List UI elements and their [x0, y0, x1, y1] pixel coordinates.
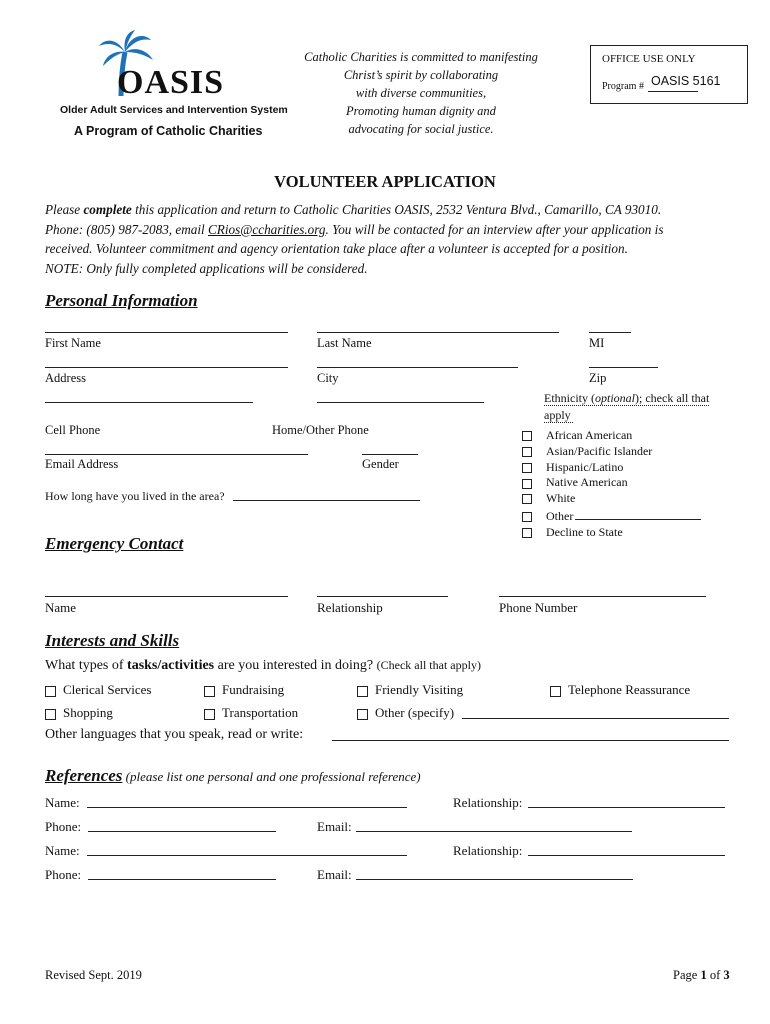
office-use-box [590, 45, 748, 104]
ethnicity-option[interactable]: Native American [522, 475, 701, 491]
ethnicity-options [522, 428, 701, 541]
cell-phone-label: Cell Phone [45, 423, 101, 437]
home-phone-label: Home/Other Phone [272, 423, 369, 437]
intro-line-4: NOTE: Only fully completed applications will be considered. [45, 260, 368, 276]
interest-option[interactable]: Fundraising [204, 682, 284, 698]
checkbox[interactable] [357, 686, 368, 697]
ethnicity-option[interactable]: African American [522, 428, 701, 444]
ref2-relationship-label: Relationship: [453, 843, 523, 858]
interest-option[interactable]: Friendly Visiting [357, 682, 463, 698]
emergency-contact-heading: Emergency Contact [45, 534, 184, 553]
page-title: VOLUNTEER APPLICATION [274, 172, 496, 191]
program-underline [648, 91, 698, 92]
page-number: Page 1 of 3 [673, 968, 730, 982]
ref2-name-field[interactable] [87, 855, 407, 856]
ethnicity-label: Ethnicity (optional); check all that apply [544, 391, 710, 422]
logo-text: OASIS [117, 64, 225, 101]
ethnicity-option[interactable]: Asian/Pacific Islander [522, 444, 701, 460]
checkbox[interactable] [522, 431, 532, 441]
languages-label: Other languages that you speak, read or write: [45, 727, 304, 742]
emergency-phone-field[interactable] [499, 596, 706, 597]
checkbox[interactable] [522, 447, 532, 457]
ref2-phone-label: Phone: [45, 867, 82, 882]
ref1-relationship-field[interactable] [528, 807, 725, 808]
program-value[interactable]: OASIS 5161 [651, 74, 721, 88]
ethnicity-option[interactable]: Hispanic/Latino [522, 460, 701, 476]
intro-line-3: received. Volunteer commitment and agency orientation take place after a volunteer is accepted for a position. [45, 241, 628, 256]
ethnicity-option[interactable]: Decline to State [522, 525, 701, 541]
ethnicity-label-underline [544, 405, 709, 406]
emergency-phone-label: Phone Number [499, 600, 578, 615]
last-name-label: Last Name [317, 336, 372, 350]
program-of: A Program of Catholic Charities [74, 124, 263, 138]
checkbox[interactable] [45, 709, 56, 720]
address-label: Address [45, 371, 86, 385]
oasis-logo [95, 30, 235, 105]
emergency-name-field[interactable] [45, 596, 288, 597]
first-name-field[interactable] [45, 332, 288, 333]
emergency-name-label: Name [45, 600, 77, 615]
mission-line: Christ’s spirit by collaborating [343, 68, 499, 82]
zip-field[interactable] [589, 367, 658, 368]
ref2-name-label: Name: [45, 843, 80, 858]
city-field[interactable] [317, 367, 518, 368]
how-long-field[interactable] [233, 500, 420, 501]
interest-option[interactable]: Clerical Services [45, 682, 151, 698]
ref1-email-field[interactable] [356, 831, 632, 832]
checkbox[interactable] [550, 686, 561, 697]
ref1-relationship-label: Relationship: [453, 795, 523, 810]
mission-line: with diverse communities, [355, 86, 487, 100]
ref1-name-label: Name: [45, 795, 80, 810]
references-note: (please list one personal and one professional reference) [122, 769, 421, 784]
personal-info-heading: Personal Information [45, 291, 198, 310]
ref2-email-label: Email: [317, 867, 352, 882]
checkbox[interactable] [522, 494, 532, 504]
interests-heading: Interests and Skills [45, 631, 180, 650]
first-name-label: First Name [45, 336, 101, 350]
email-address-label: Email Address [45, 457, 119, 471]
city-label: City [317, 371, 339, 385]
checkbox[interactable] [45, 686, 56, 697]
gender-field[interactable] [362, 454, 418, 455]
email-link[interactable]: CRios@ccharities.org [207, 221, 326, 237]
interest-option[interactable]: Other (specify) [357, 705, 454, 721]
ref1-phone-label: Phone: [45, 819, 82, 834]
ref2-email-field[interactable] [356, 879, 633, 880]
ref1-name-field[interactable] [87, 807, 407, 808]
other-interest-field[interactable] [462, 718, 729, 719]
references-heading: References [45, 766, 123, 785]
intro-line-1: Please complete this application and return to Catholic Charities OASIS, 2532 Ventura Blvd., Camarillo, CA 93010. [45, 202, 662, 217]
mi-label: MI [589, 336, 605, 350]
ref1-phone-field[interactable] [88, 831, 276, 832]
gender-label: Gender [362, 457, 399, 471]
interest-option[interactable]: Transportation [204, 705, 298, 721]
ref2-relationship-field[interactable] [528, 855, 725, 856]
last-name-field[interactable] [317, 332, 559, 333]
mission-line: Promoting human dignity and [346, 104, 496, 118]
other-ethnicity-field[interactable] [575, 507, 701, 520]
checkbox[interactable] [357, 709, 368, 720]
home-phone-field[interactable] [317, 402, 484, 403]
revised-date: Revised Sept. 2019 [45, 968, 142, 982]
ref1-email-label: Email: [317, 819, 352, 834]
checkbox[interactable] [522, 479, 532, 489]
ethnicity-apply-underline [544, 422, 573, 423]
zip-label: Zip [589, 371, 607, 385]
mission-line: advocating for social justice. [348, 122, 494, 136]
mission-statement [290, 48, 552, 138]
org-full-name: Older Adult Services and Intervention System [60, 104, 288, 116]
ethnicity-option[interactable]: Other [522, 507, 701, 525]
office-use-title: OFFICE USE ONLY [602, 53, 696, 65]
cell-phone-field[interactable] [45, 402, 253, 403]
checkbox[interactable] [522, 528, 532, 538]
ethnicity-option[interactable]: White [522, 491, 701, 507]
mi-field[interactable] [589, 332, 631, 333]
interests-question: What types of tasks/activities are you interested in doing? (Check all that apply) [45, 658, 481, 673]
checkbox[interactable] [204, 686, 215, 697]
interest-option[interactable]: Telephone Reassurance [550, 682, 690, 698]
email-field[interactable] [45, 454, 308, 455]
address-field[interactable] [45, 367, 288, 368]
checkbox[interactable] [522, 512, 532, 522]
checkbox[interactable] [522, 463, 532, 473]
how-long-label: How long have you lived in the area? [45, 489, 225, 503]
intro-text [45, 200, 735, 278]
interest-option[interactable]: Shopping [45, 705, 113, 721]
emergency-relationship-field[interactable] [317, 596, 448, 597]
program-label: Program # [602, 81, 644, 92]
ref2-phone-field[interactable] [88, 879, 276, 880]
emergency-relationship-label: Relationship [317, 600, 383, 615]
intro-line-2: Phone: (805) 987-2083, email CRios@ccharities.org. You will be contacted for an interview after your application is [45, 221, 664, 237]
languages-field[interactable] [332, 740, 729, 741]
checkbox[interactable] [204, 709, 215, 720]
references-header [45, 766, 421, 786]
mission-line: Catholic Charities is committed to manifesting [304, 50, 538, 64]
